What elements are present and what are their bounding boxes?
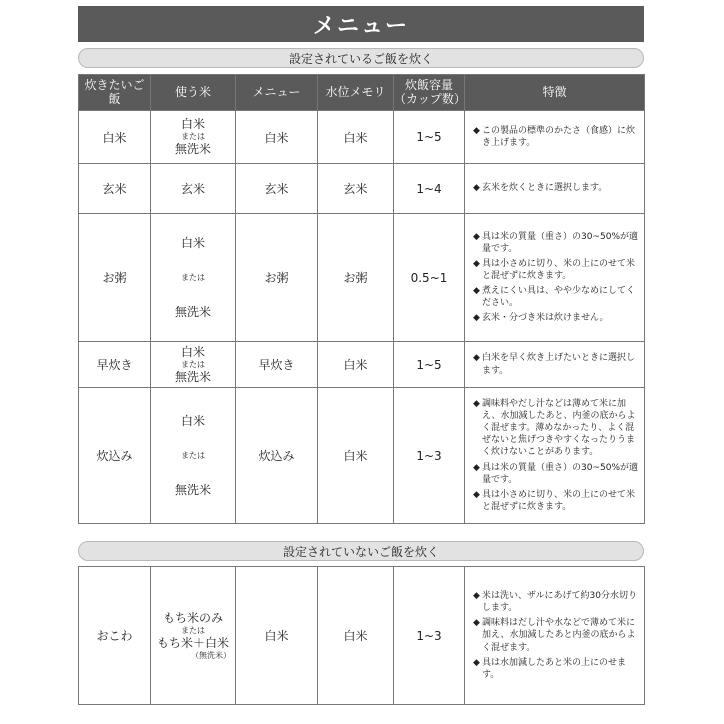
- feature-item: [473, 489, 638, 513]
- water-level-cell: 白米: [318, 342, 394, 388]
- feature-item: [473, 125, 638, 149]
- feature-text: 具は米の質量（重さ）の30~50%が適量です。: [482, 231, 638, 254]
- table-row: [79, 164, 645, 214]
- diamond-bullet-icon: ◆: [473, 313, 480, 324]
- feature-text: 玄米を炊くときに選択します。: [482, 183, 608, 194]
- rice-used-line: 白米: [180, 235, 205, 250]
- rice-used-line: 無洗米: [174, 304, 211, 319]
- rice-used-stack: [151, 236, 235, 320]
- rice-used-or: または: [181, 359, 205, 369]
- feature-text: 具は水加減したあと米の上にのせます。: [482, 657, 627, 680]
- water-level-cell: 玄米: [318, 164, 394, 214]
- table-row: [79, 214, 645, 342]
- feature-text: この製品の標準のかたさ（食感）に炊き上げます。: [482, 125, 636, 148]
- rice-used-or: または: [181, 625, 205, 635]
- diamond-bullet-icon: ◆: [473, 462, 480, 473]
- water-level-cell: 白米: [318, 567, 394, 705]
- feature-item: [473, 462, 638, 486]
- feature-text: 調味料はだし汁や水などで薄めて米に加え、水加減したあと内釜の底からよく混ぜます。: [482, 618, 636, 653]
- feature-item: [473, 258, 638, 282]
- feature-text: 米は洗い、ザルにあげて約30分水切りします。: [482, 591, 638, 614]
- diamond-bullet-icon: ◆: [473, 591, 480, 601]
- page-title: メニュー: [78, 6, 644, 42]
- feature-item: [473, 352, 638, 376]
- rice-used-stack: [151, 414, 235, 498]
- water-level-cell: 白米: [318, 111, 394, 164]
- rice-used-stack: [151, 345, 235, 385]
- feature-item: [473, 617, 638, 653]
- rice-used-cell: [151, 567, 236, 705]
- cup-capacity-cell: 1~3: [394, 567, 465, 705]
- diamond-bullet-icon: ◆: [473, 489, 480, 500]
- rice-used-line: もち米＋白米: [156, 635, 229, 650]
- menu-table-preset: [78, 74, 645, 524]
- header-cup-capacity-text: 炊飯容量 （カップ数）: [394, 77, 466, 106]
- features-cell: [465, 111, 645, 164]
- rice-used-line: 白米: [180, 344, 205, 359]
- rice-type-cell: 早炊き: [79, 342, 151, 388]
- features-cell: [465, 164, 645, 214]
- rice-used-note: （無洗米）: [191, 650, 231, 660]
- cup-capacity-cell: 1~5: [394, 342, 465, 388]
- feature-text: 具は米の質量（重さ）の30~50%が適量です。: [482, 462, 638, 485]
- header-water-level: 水位メモリ: [318, 75, 394, 111]
- rice-used-line: 白米: [180, 117, 205, 131]
- rice-type-cell: 玄米: [79, 164, 151, 214]
- cup-capacity-cell: 1~4: [394, 164, 465, 214]
- rice-used-or: または: [181, 272, 205, 282]
- rice-used-stack: [151, 117, 235, 157]
- feature-item: [473, 312, 638, 324]
- rice-type-cell: 白米: [79, 111, 151, 164]
- menu-table-custom: [78, 566, 645, 705]
- rice-type-cell: 炊込み: [79, 388, 151, 524]
- diamond-bullet-icon: ◆: [473, 231, 480, 242]
- rice-used-cell: 玄米: [151, 164, 236, 214]
- table-row: [79, 111, 645, 164]
- table-header-row: [79, 75, 645, 111]
- menu-cell: 炊込み: [236, 388, 318, 524]
- cup-capacity-cell: 0.5~1: [394, 214, 465, 342]
- header-menu: メニュー: [236, 75, 318, 111]
- rice-used-line: 白米: [180, 413, 205, 428]
- diamond-bullet-icon: ◆: [473, 286, 480, 297]
- diamond-bullet-icon: ◆: [473, 258, 480, 269]
- feature-text: 具は小さめに切り、米の上にのせて米と混ぜずに炊きます。: [482, 489, 636, 512]
- feature-item: [473, 285, 638, 309]
- table-row: [79, 567, 645, 705]
- diamond-bullet-icon: ◆: [473, 183, 480, 194]
- header-cup-capacity: [394, 75, 465, 111]
- header-rice-used: 使う米: [151, 75, 236, 111]
- rice-used-cell: [151, 342, 236, 388]
- section-header-custom: 設定されていないご飯を炊く: [78, 541, 644, 561]
- cup-capacity-cell: 1~5: [394, 111, 465, 164]
- menu-cell: 白米: [236, 567, 318, 705]
- diamond-bullet-icon: ◆: [473, 353, 480, 364]
- features-cell: [465, 567, 645, 705]
- header-rice-type: 炊きたいご飯: [79, 75, 151, 111]
- rice-type-cell: お粥: [79, 214, 151, 342]
- feature-text: 調味料やだし汁などは薄めて米に加え、水加減したあと、内釜の底からよく混ぜます。薄めなかったり、よく混ぜないと焦げつきやすくなったりうまく炊けないことがあります。: [482, 398, 636, 458]
- rice-used-line: 無洗米: [174, 142, 211, 156]
- header-features: 特徴: [465, 75, 645, 111]
- rice-used-line: 無洗米: [174, 482, 211, 497]
- rice-used-or: または: [181, 132, 205, 141]
- feature-item: [473, 182, 638, 194]
- water-level-cell: お粥: [318, 214, 394, 342]
- rice-used-cell: [151, 214, 236, 342]
- diamond-bullet-icon: ◆: [473, 618, 480, 629]
- feature-text: 具は小さめに切り、米の上にのせて米と混ぜずに炊きます。: [482, 258, 636, 281]
- rice-used-or: または: [181, 450, 205, 460]
- table-row: [79, 388, 645, 524]
- menu-cell: 白米: [236, 111, 318, 164]
- feature-text: 玄米・分づき米は炊けません。: [482, 313, 609, 324]
- menu-cell: 玄米: [236, 164, 318, 214]
- cup-capacity-cell: 1~3: [394, 388, 465, 524]
- water-level-cell: 白米: [318, 388, 394, 524]
- rice-used-line: もち米のみ: [162, 610, 223, 625]
- menu-cell: 早炊き: [236, 342, 318, 388]
- diamond-bullet-icon: ◆: [473, 657, 480, 668]
- feature-item: [473, 590, 638, 614]
- menu-cell: お粥: [236, 214, 318, 342]
- rice-used-line: 無洗米: [174, 369, 211, 384]
- features-cell: [465, 342, 645, 388]
- diamond-bullet-icon: ◆: [473, 398, 480, 409]
- diamond-bullet-icon: ◆: [473, 125, 480, 136]
- feature-text: 煮えにくい具は、やや少なめにしてください。: [482, 286, 636, 309]
- features-cell: [465, 388, 645, 524]
- table-row: [79, 342, 645, 388]
- rice-used-stack: [151, 611, 235, 661]
- rice-used-cell: [151, 111, 236, 164]
- section-header-preset: 設定されているご飯を炊く: [78, 48, 644, 68]
- feature-item: [473, 231, 638, 255]
- feature-item: [473, 657, 638, 681]
- rice-type-cell: おこわ: [79, 567, 151, 705]
- features-cell: [465, 214, 645, 342]
- rice-used-cell: [151, 388, 236, 524]
- feature-item: [473, 398, 638, 459]
- feature-text: 白米を早く炊き上げたいときに選択します。: [482, 353, 636, 376]
